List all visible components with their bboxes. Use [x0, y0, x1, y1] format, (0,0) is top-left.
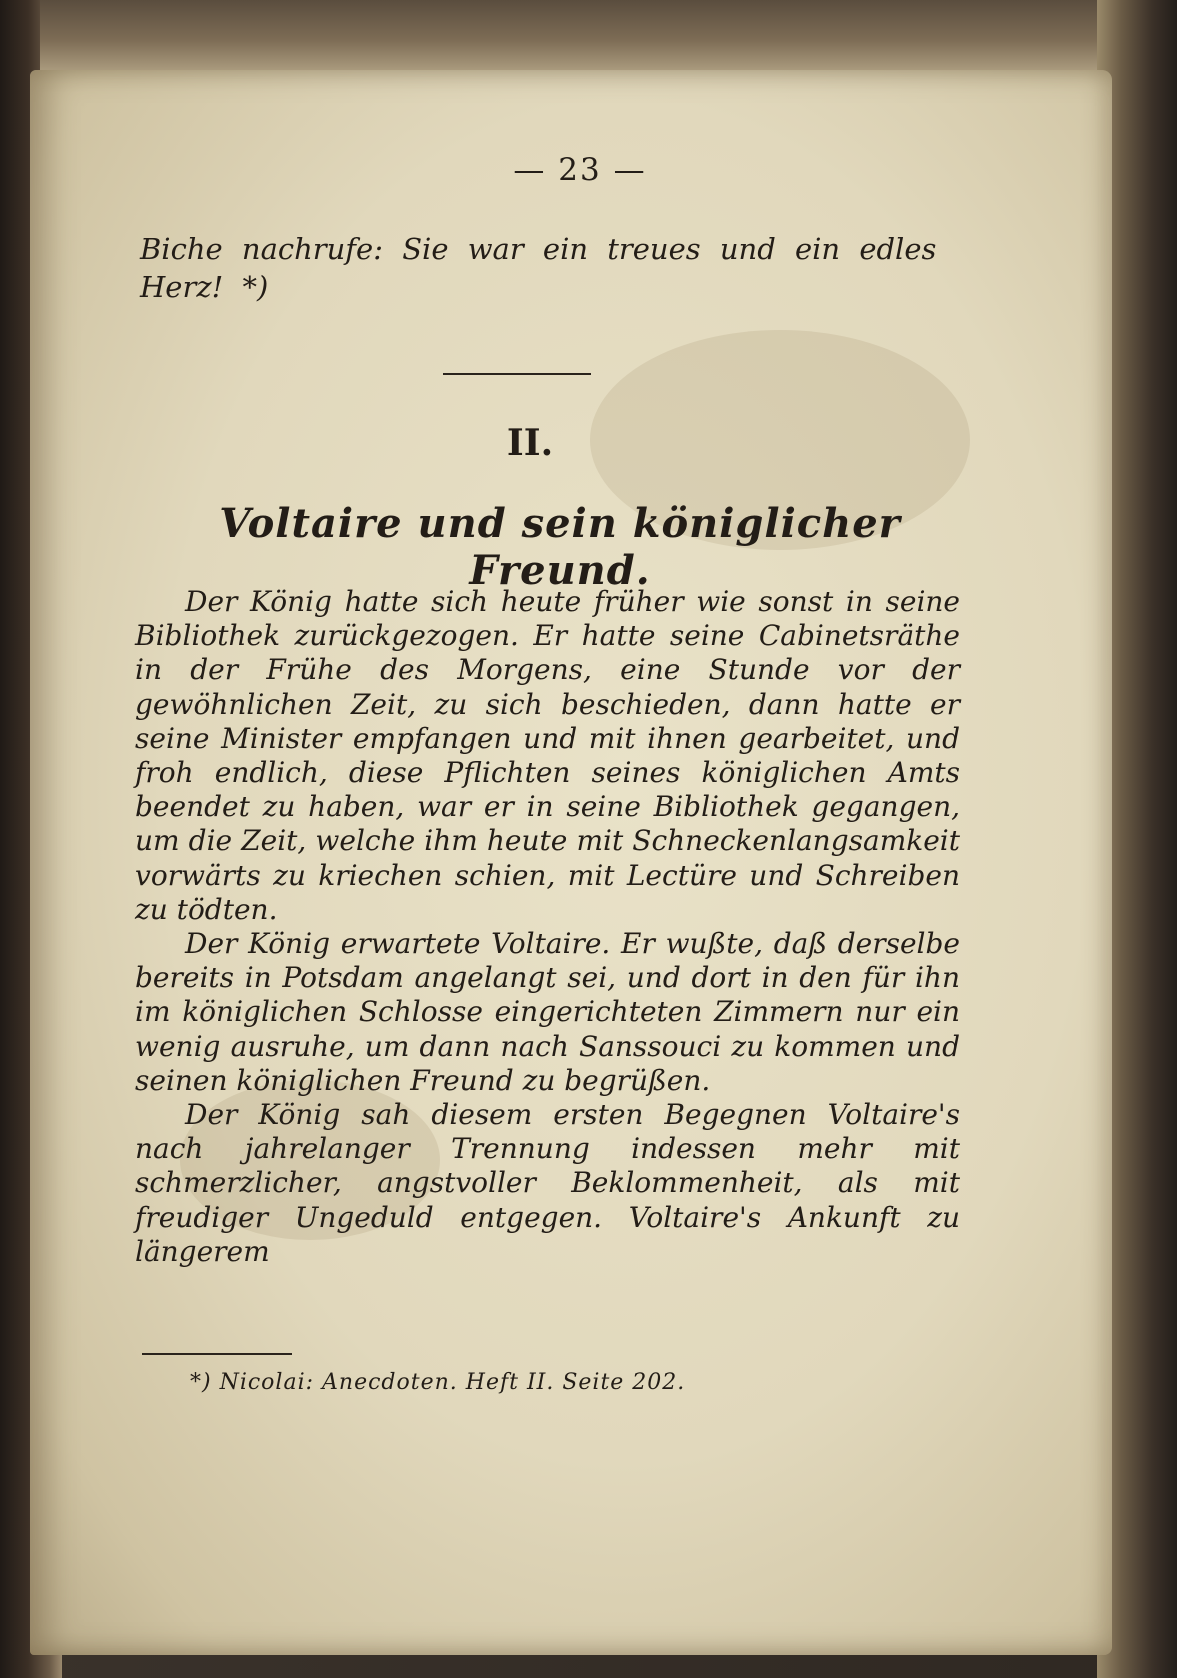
- footnote-divider: [142, 1353, 292, 1355]
- page-number: — 23 —: [513, 152, 647, 188]
- paragraph: Der König sah diesem ersten Begegnen Voltaire's nach jahrelanger Trennung indessen mehr mit schmerzlicher, angstvoller Beklommenheit, als mit freudiger Ungeduld entgegen. Voltaire's Ankunft zu längerem: [135, 1098, 960, 1268]
- chapter-title: Voltaire und sein königlicher Freund.: [219, 500, 901, 594]
- paragraph: Der König hatte sich heute früher wie sonst in seine Bibliothek zurückgezogen. Er hatte seine Cabinetsräthe in der Frühe des Morgens, eine Stunde vor der gewöhnlichen Zeit, zu sich beschieden, dann hatte er seine Minister empfangen und mit ihnen gearbeitet, und froh endlich, diese Pflichten seines königlichen Amts beendet zu haben, war er in seine Bibliothek gegangen, um die Zeit, welche ihm heute mit Schneckenlangsamkeit vorwärts zu kriechen schien, mit Lectüre und Schreiben zu tödten.: [135, 585, 960, 926]
- page-stack-edge: [40, 0, 1140, 80]
- section-divider: [443, 373, 591, 375]
- paragraph: Der König erwartete Voltaire. Er wußte, daß derselbe bereits in Potsdam angelangt sei, und dort in den für ihn im königlichen Schlosse eingerichteten Zimmern nur ein wenig ausruhe, um dann nach Sanssouci zu kommen und seinen königlichen Freund zu begrüßen.: [135, 927, 960, 1097]
- continued-text-line: Biche nachrufe: Sie war ein treues und ein edles Herz! *): [140, 232, 937, 304]
- page-sheet: [30, 70, 1112, 1655]
- chapter-number: II.: [506, 422, 554, 464]
- body-text: [135, 585, 960, 1269]
- footnote: *) Nicolai: Anecdoten. Heft II. Seite 202.: [190, 1370, 686, 1395]
